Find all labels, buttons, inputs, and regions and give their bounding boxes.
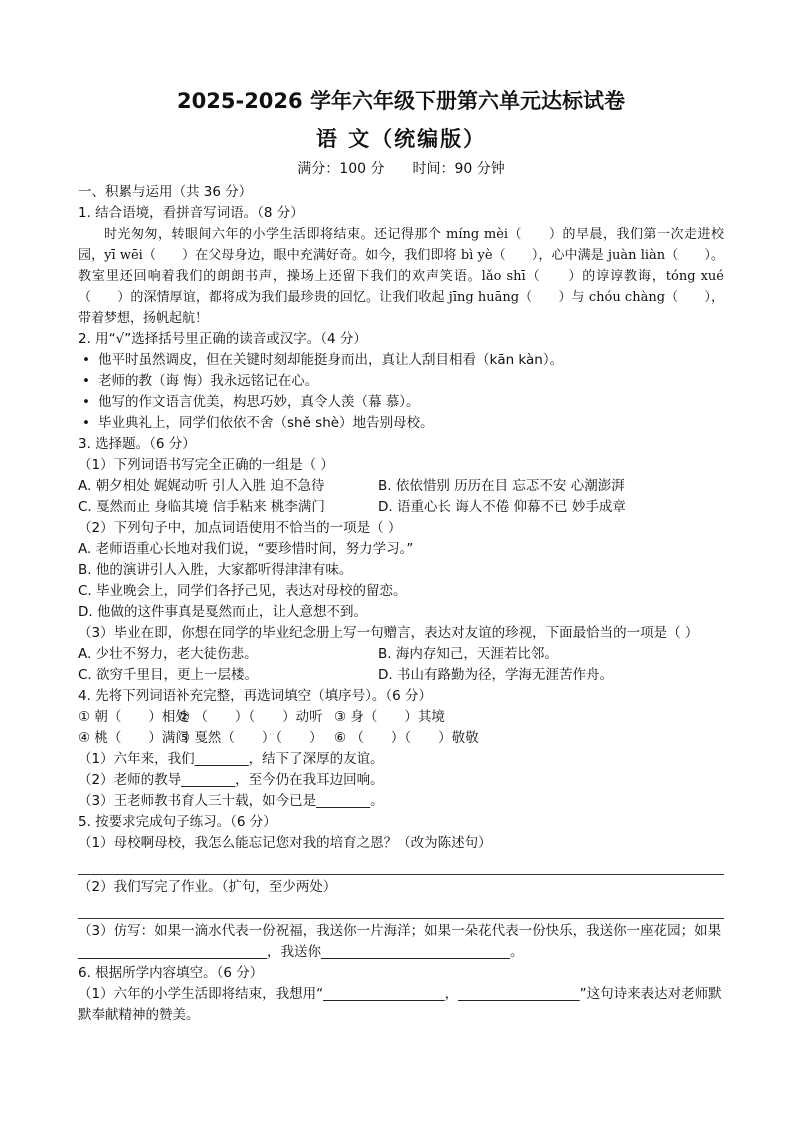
word-item: ⑤ 戛然（ ）（ ）	[178, 730, 323, 746]
fill-blank: （1）六年来，我们________，结下了深厚的友谊。	[78, 751, 384, 767]
question-3-1-stem: （1）下列词语书写完全正确的一组是（ ）	[78, 457, 334, 473]
exam-time: 时间：90 分钟	[412, 161, 505, 177]
option-b: B. 依依惜别 历历在目 忘忑不安 心潮澎湃	[378, 478, 625, 494]
word-item: ④ 桃（ ）满门	[78, 730, 189, 746]
question-6-title: 6. 根据所学内容填空。（6 分）	[78, 965, 264, 981]
question-5-3: （3）仿写：如果一滴水代表一份祝福，我送你一片海洋；如果一朵花代表一份快乐，我送你一座花园；如果____________________________，我送你____________________________。	[78, 923, 722, 960]
answer-line	[78, 854, 724, 875]
question-2-item: • 他写的作文语言优美，构思巧妙，真令人羡（幕 慕）。	[78, 392, 724, 413]
word-item: ① 朝（ ）相处	[78, 709, 189, 725]
question-4-title: 4. 先将下列词语补充完整，再选词填空（填序号）。（6 分）	[78, 688, 433, 704]
question-5-title: 5. 按要求完成句子练习。（6 分）	[78, 814, 277, 830]
exam-page	[78, 86, 724, 1026]
answer-line	[78, 898, 724, 919]
question-3-3-options-row	[78, 644, 724, 665]
section-heading: 一、积累与运用（共 36 分）	[78, 184, 253, 200]
word-item: ⑥ （ ）（ ）敬敬	[334, 730, 479, 746]
question-2-item: • 他平时虽然调皮，但在关键时刻却能挺身而出，真让人刮目相看（kān kàn）。	[78, 350, 724, 371]
option-c: C. 欲穷千里目，更上一层楼。	[78, 667, 259, 683]
option-d: D. 他做的这件事真是戛然而止，让人意想不到。	[78, 604, 367, 620]
question-3-3-options-row	[78, 665, 724, 686]
option-b: B. 他的演讲引人入胜，大家都听得津津有味。	[78, 562, 353, 578]
exam-title: 2025-2026 学年六年级下册第六单元达标试卷	[177, 89, 625, 113]
word-row	[78, 707, 724, 728]
question-3-3-stem: （3）毕业在即，你想在同学的毕业纪念册上写一句赠言，表达对友谊的珍视，下面最恰当的一项是（ ）	[78, 625, 699, 641]
option-c: C. 毕业晚会上，同学们各抒己见，表达对母校的留恋。	[78, 583, 407, 599]
exam-meta	[78, 158, 724, 180]
option-a: A. 朝夕相处 娓娓动听 引人入胜 迫不急待	[78, 478, 325, 494]
question-2-item: • 毕业典礼上，同学们依依不舍（shě shè）地告别母校。	[78, 413, 724, 434]
word-item: ② （ ）（ ）动听	[178, 709, 323, 725]
question-1-passage: 时光匆匆，转眼间六年的小学生活即将结束。还记得那个 míng mèi（ ）的早晨，我们第一次走进校园，yī wēi（ ）在父母身边，眼中充满好奇。如今，我们即将 bì yè（ ），心中满是 juàn liàn（ ）。教室里还回响着我们的朗朗书声，操场上还留下我们的欢声笑语。lǎo shī（ ）的谆谆教诲，tóng xué（ ）的深情厚谊，都将成为我们最珍贵的回忆。让我们收起 jīng huāng（ ）与 chóu chàng（ ），带着梦想，扬帆起航！	[78, 227, 724, 326]
exam-subtitle: 语 文（统编版）	[315, 127, 487, 151]
question-5-1: （1）母校啊母校，我怎么能忘记您对我的培育之恩？（改为陈述句）	[78, 835, 492, 851]
option-d: D. 书山有路勤为径，学海无涯苦作舟。	[378, 667, 613, 683]
option-b: B. 海内存知己，天涯若比邻。	[378, 646, 558, 662]
option-a: A. 老师语重心长地对我们说，“要珍惜时间，努力学习。”	[78, 541, 414, 557]
option-a: A. 少壮不努力，老大徒伤悲。	[78, 646, 258, 662]
question-2-title: 2. 用“√”选择括号里正确的读音或汉字。（4 分）	[78, 331, 367, 347]
question-3-2-stem: （2）下列句子中，加点词语使用不恰当的一项是（ ）	[78, 520, 402, 536]
option-d: D. 语重心长 诲人不倦 仰幕不已 妙手成章	[378, 499, 626, 515]
question-3-title: 3. 选择题。（6 分）	[78, 436, 196, 452]
question-2-item: • 老师的教（诲 悔）我永远铭记在心。	[78, 371, 724, 392]
full-score: 满分：100 分	[297, 161, 385, 177]
question-1-title: 1. 结合语境，看拼音写词语。（8 分）	[78, 205, 304, 221]
option-c: C. 戛然而止 身临其境 信手粘来 桃李满门	[78, 499, 325, 515]
fill-blank: （3）王老师教书育人三十载，如今已是________。	[78, 793, 384, 809]
question-5-2: （2）我们写完了作业。（扩句，至少两处）	[78, 879, 337, 895]
word-row	[78, 728, 724, 749]
fill-blank: （2）老师的教导________，至今仍在我耳边回响。	[78, 772, 384, 788]
word-item: ③ 身（ ）其境	[334, 709, 445, 725]
question-6-1: （1）六年的小学生活即将结束，我想用“__________________，__________________”这句诗来表达对老师默默奉献精神的赞美。	[78, 986, 722, 1023]
question-3-1-options-row	[78, 476, 724, 497]
question-3-1-options-row	[78, 497, 724, 518]
